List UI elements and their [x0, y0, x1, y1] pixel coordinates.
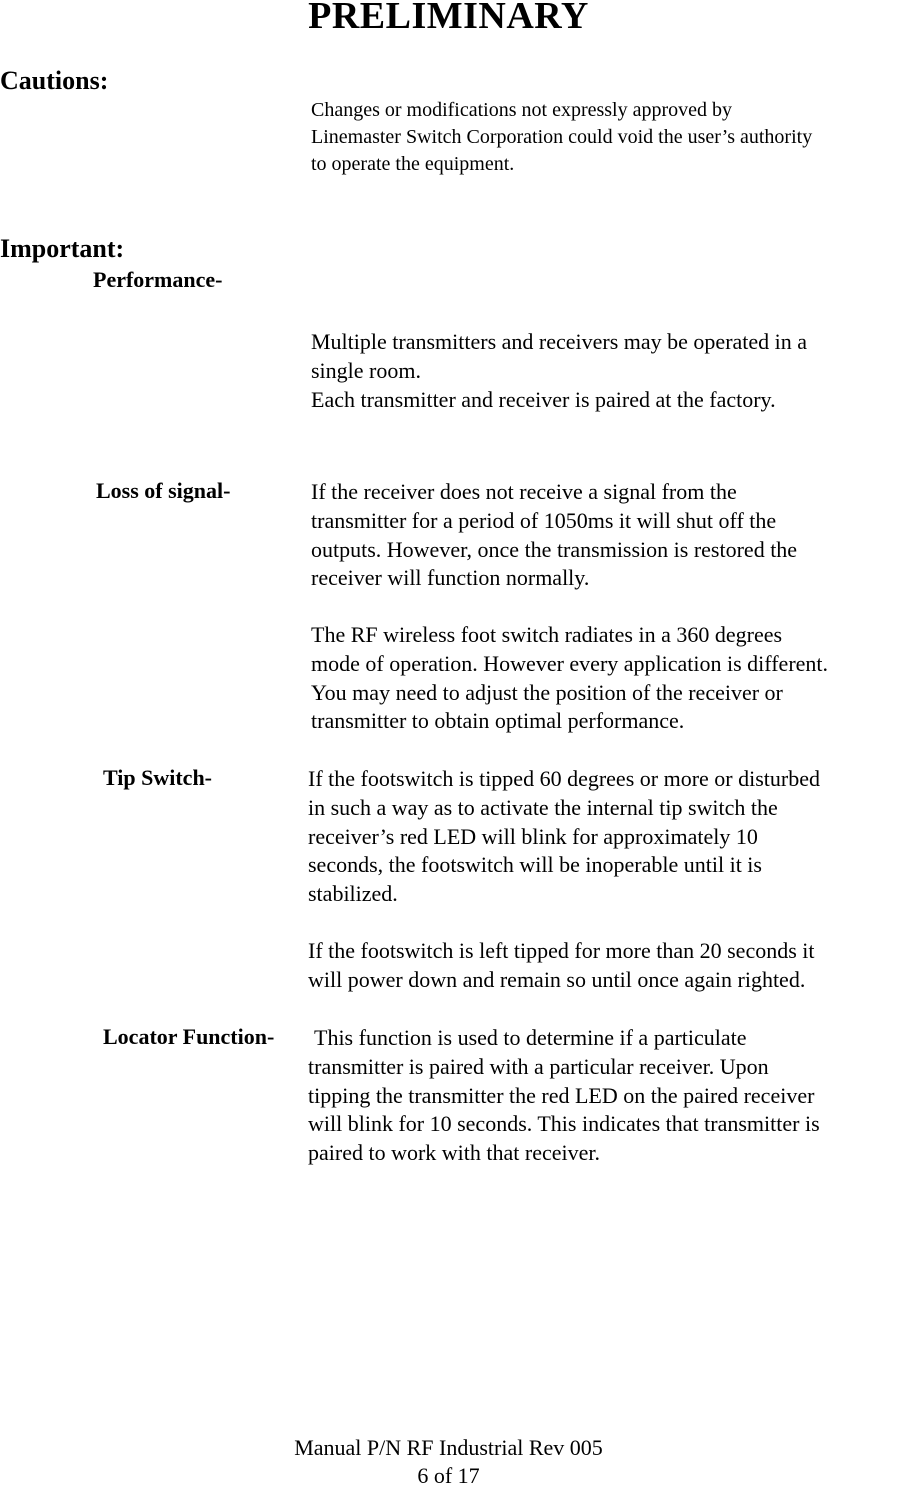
- locator-function-line: will blink for 10 seconds. This indicates that transmitter is: [308, 1111, 820, 1137]
- locator-function-line: This function is used to determine if a particulate: [314, 1025, 747, 1050]
- loss-of-signal-line: transmitter for a period of 1050ms it will shut off the: [311, 507, 777, 533]
- rf-radiation-line: transmitter to obtain optimal performance.: [311, 708, 685, 734]
- rf-radiation-line: You may need to adjust the position of the receiver or: [311, 679, 783, 705]
- rf-radiation-line: mode of operation. However every application is different.: [311, 650, 829, 676]
- loss-of-signal-line: receiver will function normally.: [311, 565, 590, 591]
- tip-switch-line: in such a way as to activate the internal tip switch the: [308, 794, 778, 820]
- locator-function-line: tipping the transmitter the red LED on the paired receiver: [308, 1082, 815, 1108]
- tip-power-down-line: If the footswitch is left tipped for more than 20 seconds it: [308, 938, 815, 963]
- loss-of-signal-line: outputs. However, once the transmission is restored the: [311, 536, 798, 562]
- performance-line: Multiple transmitters and receivers may be operated in a: [311, 329, 808, 354]
- manual-part-number: Manual P/N RF Industrial Rev 005: [294, 1435, 603, 1460]
- important-heading: Important:: [0, 234, 125, 263]
- tip-switch-line: stabilized.: [308, 881, 398, 907]
- performance-text: [311, 328, 897, 414]
- loss-of-signal-label: Loss of signal-: [96, 478, 231, 503]
- cautions-line: Changes or modifications not expressly approved by: [311, 99, 733, 121]
- tip-switch-line: receiver’s red LED will blink for approximately 10: [308, 823, 758, 849]
- locator-function-line: transmitter is paired with a particular receiver. Upon: [308, 1053, 769, 1079]
- rf-radiation-line: The RF wireless foot switch radiates in a 360 degrees: [311, 622, 783, 647]
- loss-of-signal-text: [311, 478, 897, 593]
- rf-radiation-text: [311, 621, 897, 736]
- locator-function-label: Locator Function-: [103, 1024, 275, 1049]
- cautions-text: [311, 97, 897, 178]
- locator-function-line: paired to work with that receiver.: [308, 1140, 601, 1166]
- tip-power-down-line: will power down and remain so until once again righted.: [308, 966, 806, 992]
- tip-power-down-text: [308, 937, 897, 995]
- tip-switch-line: seconds, the footswitch will be inoperable until it is: [308, 852, 762, 878]
- cautions-heading: Cautions:: [0, 66, 109, 95]
- tip-switch-text: [308, 765, 897, 909]
- page-number: 6 of 17: [417, 1463, 480, 1488]
- cautions-line: Linemaster Switch Corporation could void the user’s authority: [311, 126, 813, 148]
- tip-switch-label: Tip Switch-: [103, 765, 213, 790]
- loss-of-signal-line: If the receiver does not receive a signal from the: [311, 479, 737, 504]
- tip-switch-line: If the footswitch is tipped 60 degrees or more or disturbed: [308, 766, 820, 791]
- cautions-line: to operate the equipment.: [311, 153, 515, 175]
- performance-line: Each transmitter and receiver is paired at the factory.: [311, 386, 776, 412]
- performance-line: single room.: [311, 357, 421, 383]
- locator-function-text: [308, 1024, 897, 1168]
- page-title: PRELIMINARY: [308, 0, 589, 37]
- page-footer: [0, 1434, 897, 1490]
- performance-label: Performance-: [93, 267, 223, 292]
